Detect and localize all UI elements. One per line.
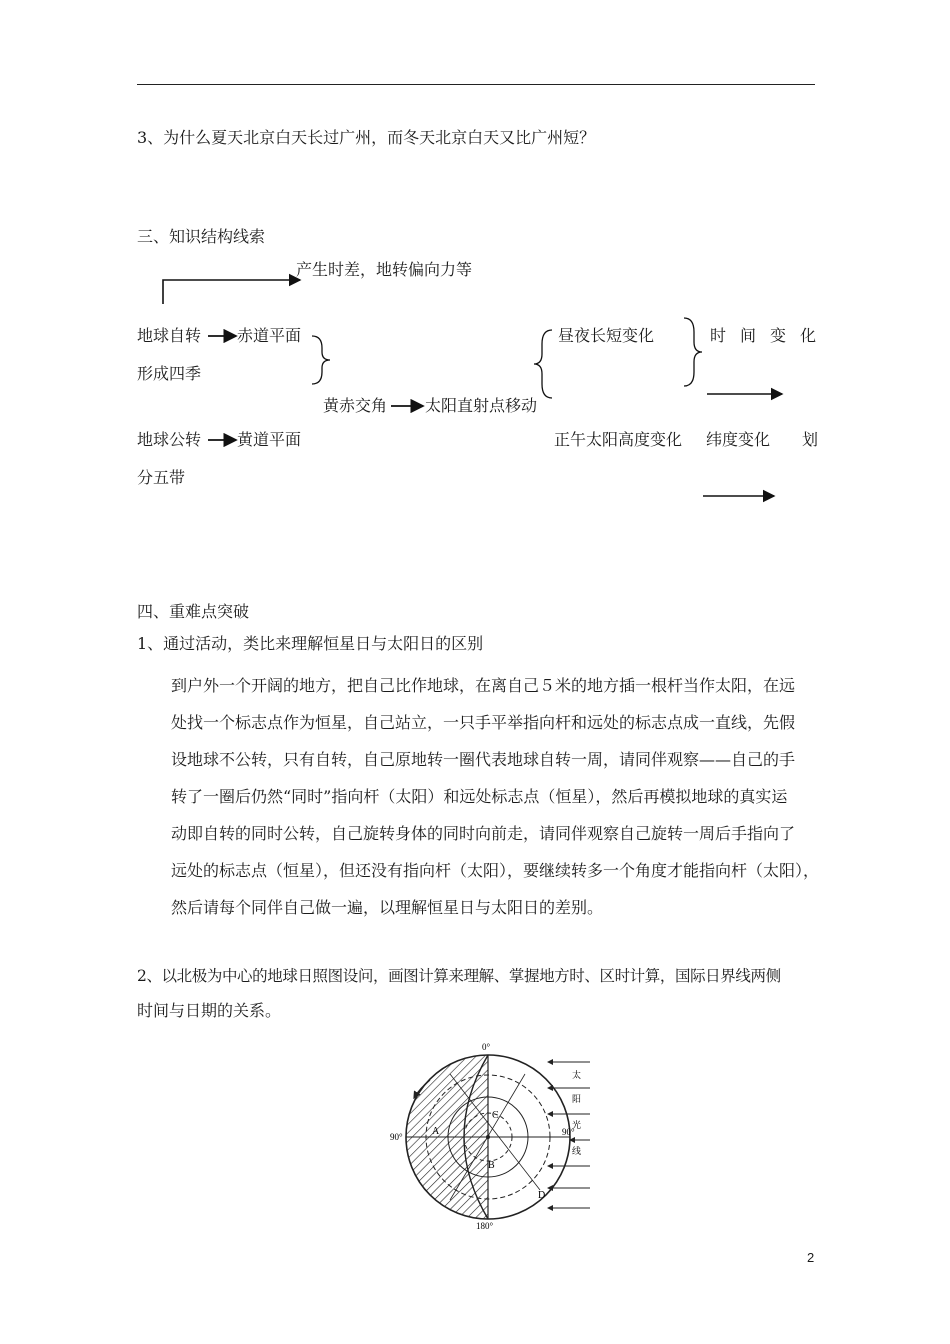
paragraph-line: 到户外一个开阔的地方，把自己比作地球，在离自己５米的地方插一根杆当作太阳，在远 [171,676,796,695]
label-180: 180° [476,1221,494,1230]
paragraph-line: 动即自转的同时公转，自己旋转身体的同时向前走，请同伴观察自己旋转一周后手指向了 [171,824,796,843]
four-seasons-text: 形成四季 [137,364,202,383]
label-left-90: 90° [390,1132,403,1142]
north-pole-point [486,1135,490,1139]
label-right-90: 90° [562,1127,575,1137]
question-3: 3、为什么夏天北京白天长过广州，而冬天北京白天又比广州短？ [137,128,596,147]
item-1-title: 1、通过活动，类比来理解恒星日与太阳日的区别 [137,634,484,653]
sunlight-char-2: 阳 [572,1094,582,1104]
paragraph-line: 然后请每个同伴自己做一遍，以理解恒星日与太阳日的差别。 [171,898,604,917]
latitude-change-text: 纬度变化 [706,430,771,449]
point-b: B [488,1160,495,1171]
polar-illumination-figure [390,1040,610,1230]
page-number: 2 [807,1250,815,1265]
rotation-text: 地球自转 [137,326,202,345]
item-2-line-2: 时间与日期的关系。 [137,1001,282,1020]
time-brace [684,318,702,386]
time-change-1: 时 [710,326,727,345]
sunlight-char-1: 太 [572,1070,582,1080]
section-3-heading: 三、知识结构线索 [137,227,266,246]
paragraph-line: 远处的标志点（恒星），但还没有指向杆（太阳），要继续转多一个角度才能指向杆（太阳）， [171,861,820,880]
ecliptic-plane-text: 黄道平面 [237,430,302,449]
point-c: C [492,1110,499,1121]
item-2-line-1: 2、以北极为中心的地球日照图设问，画图计算来理解、掌握地方时、区时计算，国际日界线两侧 [137,967,781,985]
revolution-text: 地球公转 [137,430,202,449]
diagram-connectors [0,0,950,560]
plane-brace [312,336,330,384]
day-length-text: 昼夜长短变化 [558,326,655,345]
top-result-text: 产生时差，地转偏向力等 [296,260,473,279]
point-d: D [538,1190,546,1201]
paragraph-line: 处找一个标志点作为恒星，自己站立，一只手平举指向杆和远处的标志点成一直线，先假 [171,713,796,732]
sunlight-char-3: 光 [572,1120,582,1130]
paragraph-line: 设地球不公转，只有自转，自己原地转一圈代表地球自转一周，请同伴观察——自己的手 [171,750,796,769]
rotation-upward-arrow [163,280,300,304]
divide-text: 划 [802,430,819,449]
time-change-2: 间 [740,326,757,345]
noon-sun-text: 正午太阳高度变化 [554,430,683,449]
label-0: 0° [482,1042,491,1052]
section-4-heading: 四、重难点突破 [137,602,250,621]
paragraph-line: 转了一圈后仍然“同时”指向杆（太阳）和远处标志点（恒星），然后再模拟地球的真实运 [171,787,788,806]
subsolar-text: 太阳直射点移动 [425,396,538,415]
subsolar-brace [534,330,552,398]
item-1-paragraph [171,667,820,926]
time-change-3: 变 [770,326,787,345]
sunlight-char-4: 线 [572,1146,582,1156]
obliquity-text: 黄赤交角 [323,396,388,415]
equator-plane-text: 赤道平面 [237,326,302,345]
five-zones-text: 分五带 [137,468,186,487]
time-change-4: 化 [800,326,817,345]
point-a: A [432,1126,440,1137]
